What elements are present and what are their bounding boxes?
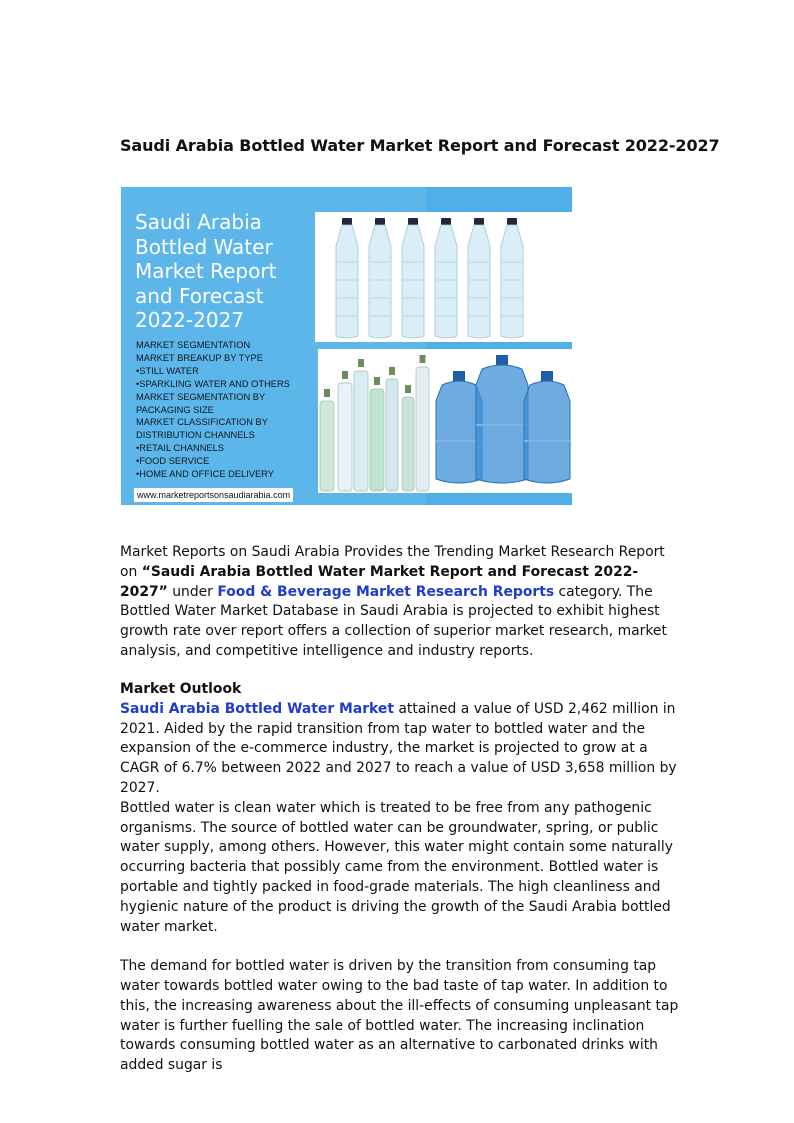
bottle-body [336,225,358,338]
jugs-photo [318,349,572,493]
bottle-body [402,225,424,338]
bottle-cap [375,218,385,225]
banner-headline-line: 2022-2027 [135,308,245,332]
market-outlook-section [120,680,680,1076]
small-bottle-body [416,367,429,491]
small-bottle [386,367,398,491]
small-bottle-body [386,379,398,491]
small-bottle-body [320,401,334,491]
small-bottle [370,377,384,491]
small-bottle-body [370,389,384,491]
banner-headline-line: Market Report [135,259,277,283]
small-bottle [402,385,414,491]
jug-cap [496,355,508,365]
banner-list-item: DISTRIBUTION CHANNELS [136,430,255,441]
small-bottle [354,359,368,491]
bottle-body [468,225,490,338]
bottles-photo [315,212,572,342]
banner-headline-line: Saudi Arabia [135,210,262,234]
bottle-body [435,225,457,338]
small-bottle-cap [342,371,348,379]
banner-list-item: MARKET SEGMENTATION [136,340,251,350]
outlook-paragraph-1: attained a value of USD 2,462 million in 2021. Aided by the rapid transition from tap water to bottled water and the expansion of the e-commerce industry, the market is projected to grow at a CAGR of 6.7% between 2022 and 2027 to reach a value of USD 3,658 million by 2027. [120,700,677,796]
jug-cap [453,371,465,381]
water-bottle [336,218,358,338]
banner-list-item: •SPARKLING WATER AND OTHERS [136,378,290,389]
report-title-quote: “Saudi Arabia Bottled Water Market Report and Forecast 2022-2027” [120,563,639,600]
banner-list-item: MARKET CLASSIFICATION BY [136,417,268,428]
bottle-cap [507,218,517,225]
small-bottle [416,355,429,491]
jug-body [436,381,482,483]
bottle-cap [474,218,484,225]
report-banner-image [121,187,572,505]
intro-text: Market Reports on Saudi Arabia Provides the Trending Market Research Report on [120,544,665,580]
small-bottle-cap [420,355,426,363]
water-bottle [369,218,391,338]
intro-paragraph [120,543,680,662]
banner-url: www.marketreportsonsaudiarabia.com [134,488,293,502]
banner-list-item: •FOOD SERVICE [136,456,210,467]
bottle-body [501,225,523,338]
banner-list-item: MARKET BREAKUP BY TYPE [136,352,263,363]
banner-segmentation-list [136,339,326,481]
banner-headline-line: and Forecast [135,283,264,308]
bottle-cap [408,218,418,225]
small-bottle-cap [358,359,364,367]
water-bottle [435,218,457,338]
bottled-water-market-link[interactable]: Saudi Arabia Bottled Water Market [120,700,394,717]
banner-list-item: •HOME AND OFFICE DELIVERY [136,469,274,480]
small-bottle-cap [389,367,395,375]
water-jug [436,371,482,483]
small-bottle-cap [405,385,411,393]
intro-text-continued: category. The Bottled Water Market Database in Saudi Arabia is projected to exhibit highest growth rate over report offers a collection of superior market research, market analysis, and competitive intelligence and industry reports. [120,583,667,659]
jug-cap [541,371,553,381]
page-title: Saudi Arabia Bottled Water Market Report and Forecast 2022-2027 [120,136,720,155]
banner-list-item: •RETAIL CHANNELS [136,443,224,454]
small-bottle-body [338,383,352,491]
banner-list-item: PACKAGING SIZE [136,404,214,415]
bottles-illustration [315,212,572,342]
water-bottle [501,218,523,338]
bottle-cap [342,218,352,225]
water-jug [524,371,570,483]
outlook-paragraph-2: Bottled water is clean water which is treated to be free from any pathogenic organisms. The source of bottled water can be groundwater, spring, or public water supply, among others. However, this water might contain some naturally occurring bacteria that possibly came from the environment. Bottled water is portable and tightly packed in food-grade materials. The high cleanliness and hygienic nature of the product is driving the growth of the Saudi Arabia bottled water market. [120,799,673,935]
jugs-illustration [318,349,572,493]
bottle-body [369,225,391,338]
water-bottle [468,218,490,338]
banner-list-item: MARKET SEGMENTATION BY [136,391,266,402]
outlook-paragraph-3: The demand for bottled water is driven by the transition from consuming tap water towards bottled water owing to the bad taste of tap water. In addition to this, the increasing awareness about the ill-effects of consuming unpleasant tap water is further fuelling the sale of bottled water. The increasing inclination towards consuming bottled water as an alternative to carbonated drinks with added sugar is [120,958,679,1074]
market-outlook-heading: Market Outlook [120,681,242,697]
small-bottle [320,389,334,491]
banner-headline-line: Bottled Water [135,234,273,259]
water-jug [476,355,528,483]
intro-under: under [167,583,218,600]
small-bottle-body [354,371,368,491]
small-bottle-cap [324,389,330,397]
small-bottle [338,371,352,491]
banner-list-item: •STILL WATER [136,365,199,376]
small-bottle-cap [374,377,380,385]
bottle-cap [441,218,451,225]
food-beverage-link[interactable]: Food & Beverage Market Research Reports [217,583,555,600]
water-bottle [402,218,424,338]
small-bottle-body [402,397,414,491]
jug-body [524,381,570,483]
